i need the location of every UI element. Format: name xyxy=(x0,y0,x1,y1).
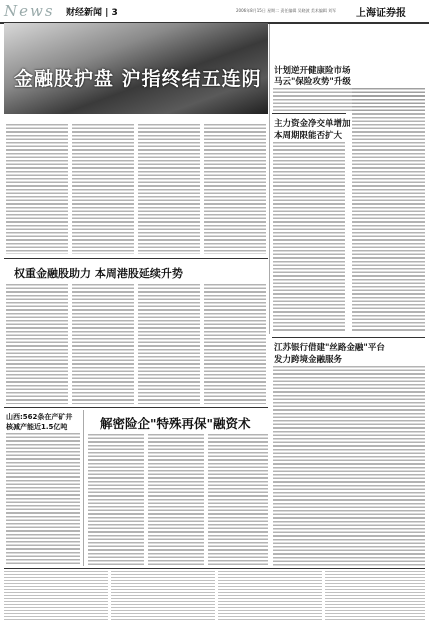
reinsurance-body-col-2 xyxy=(148,434,204,566)
shanxi-headline-2: 核减产能近1.5亿吨 xyxy=(6,423,68,431)
news-wordmark: News xyxy=(4,2,55,20)
table-block-2 xyxy=(111,571,215,621)
jiangsu-bank-body xyxy=(273,366,425,566)
reinsurance-body-col-1 xyxy=(88,434,144,566)
lead-headline: 金融股护盘 沪指终结五连阴 xyxy=(14,68,262,90)
reinsurance-headline: 解密险企"特殊再保"融资术 xyxy=(100,416,251,431)
hk-body-col-4 xyxy=(204,284,266,404)
issue-meta: 2006年8月15日 星期二 责任编辑 吴晓波 美术编辑 刘军 xyxy=(236,8,337,13)
fund-body-col-1 xyxy=(273,142,345,332)
lead-body-col-4 xyxy=(204,124,266,254)
reinsurance-body-col-3 xyxy=(208,434,268,566)
jiangsu-bank-headline-1: 江苏银行借建"丝路金融"平台 xyxy=(274,343,385,353)
lead-body-col-1 xyxy=(6,124,68,254)
newspaper-name: 上海证券报 xyxy=(356,8,406,19)
section-title: 财经新闻 | 3 xyxy=(66,8,118,18)
table-block-4 xyxy=(325,571,425,621)
column-rule xyxy=(83,410,84,566)
divider xyxy=(4,407,268,408)
shanxi-headline-1: 山西:562条在产矿井 xyxy=(6,413,73,421)
lead-body-col-3 xyxy=(138,124,200,254)
right-top-headline-1: 计划逆开健康险市场 xyxy=(274,66,351,76)
right-top-headline-2: 马云"保险攻势"升级 xyxy=(274,77,351,87)
jiangsu-bank-headline-2: 发力跨境金融服务 xyxy=(274,355,343,365)
hk-stocks-headline: 权重金融股助力 本周港股延续升势 xyxy=(14,267,183,280)
divider xyxy=(4,258,268,259)
hk-body-col-2 xyxy=(72,284,134,404)
divider xyxy=(272,337,425,338)
table-block-1 xyxy=(4,571,108,621)
lead-body-col-2 xyxy=(72,124,134,254)
shanxi-body xyxy=(6,433,80,566)
hk-body-col-1 xyxy=(6,284,68,404)
column-rule xyxy=(269,24,270,334)
right-body-col-2 xyxy=(352,88,425,332)
divider xyxy=(272,113,346,114)
table-block-3 xyxy=(218,571,322,621)
hk-body-col-3 xyxy=(138,284,200,404)
fund-headline-2: 本周期限能否扩大 xyxy=(274,131,343,141)
fund-headline-1: 主力资金净交单增加 xyxy=(274,119,351,129)
